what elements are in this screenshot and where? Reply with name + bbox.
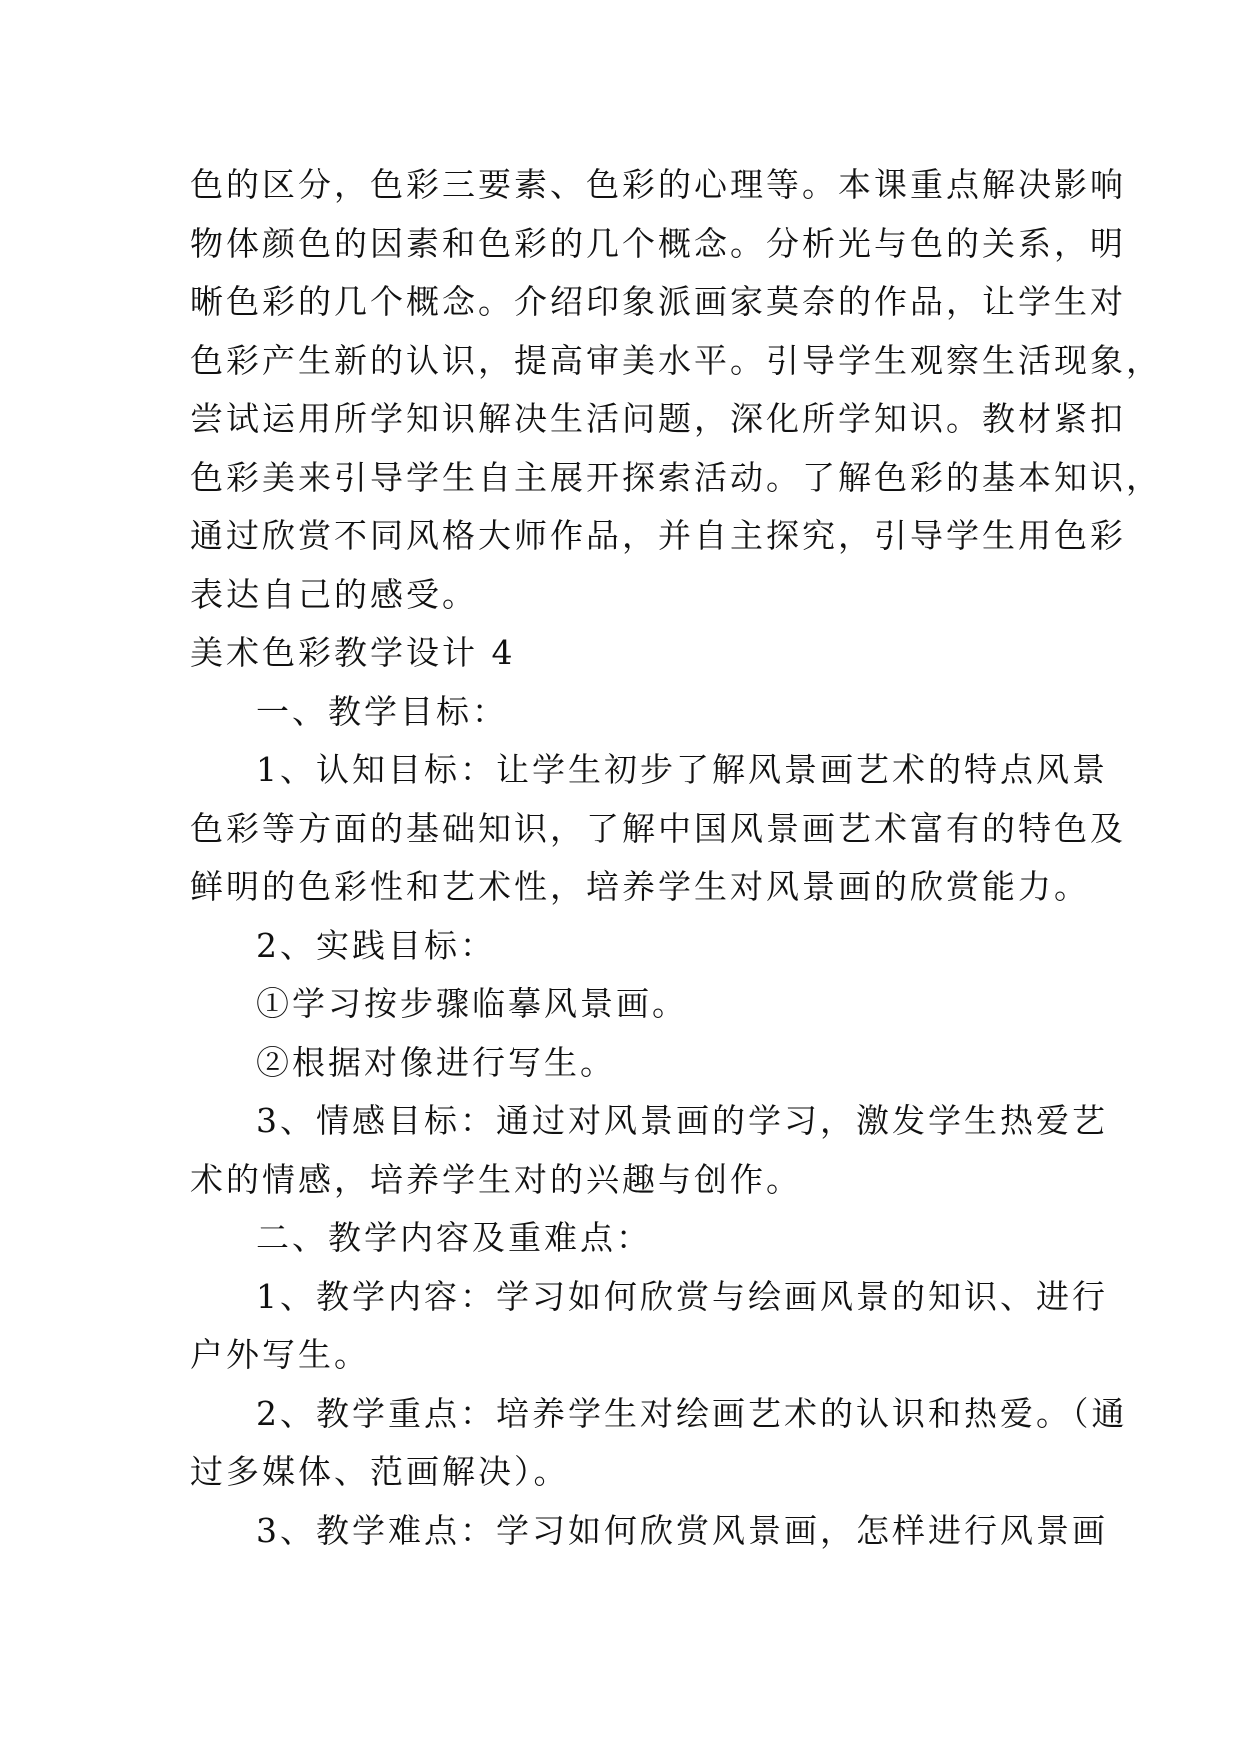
text-line: 晰色彩的几个概念。介绍印象派画家莫奈的作品，让学生对 — [190, 282, 1126, 321]
text-line: 过多媒体、范画解决）。 — [190, 1452, 570, 1491]
text-line: 鲜明的色彩性和艺术性，培养学生对风景画的欣赏能力。 — [190, 867, 1090, 906]
text-line: 户外写生。 — [190, 1335, 370, 1374]
document-body — [190, 156, 1162, 1560]
text-line: 2、教学重点：培养学生对绘画艺术的认识和热爱。（通 — [256, 1393, 1128, 1433]
text-line: 色彩产生新的认识，提高审美水平。引导学生观察生活现象， — [190, 340, 1162, 380]
text-line: 色彩美来引导学生自主展开探索活动。了解色彩的基本知识， — [190, 457, 1162, 497]
text-line: 物体颜色的因素和色彩的几个概念。分析光与色的关系，明 — [190, 223, 1126, 263]
text-line: 一、教学目标： — [256, 691, 508, 731]
text-line: 1、教学内容：学习如何欣赏与绘画风景的知识、进行 — [256, 1276, 1108, 1316]
text-line: 1、认知目标：让学生初步了解风景画艺术的特点风景 — [256, 750, 1108, 789]
text-line: 3、教学难点：学习如何欣赏风景画，怎样进行风景画 — [256, 1510, 1108, 1550]
text-line: 2、实践目标： — [256, 925, 496, 965]
text-line: 3、情感目标：通过对风景画的学习，激发学生热爱艺 — [256, 1101, 1108, 1140]
text-line: 色的区分，色彩三要素、色彩的心理等。本课重点解决影响 — [190, 165, 1126, 204]
text-line: 二、教学内容及重难点： — [256, 1218, 652, 1257]
text-line: 色彩等方面的基础知识，了解中国风景画艺术富有的特色及 — [190, 808, 1126, 848]
text-line: 尝试运用所学知识解决生活问题，深化所学知识。教材紧扣 — [190, 399, 1126, 438]
text-line: ②根据对像进行写生。 — [256, 1042, 616, 1082]
text-line: 表达自己的感受。 — [190, 574, 478, 614]
text-line: 通过欣赏不同风格大师作品，并自主探究，引导学生用色彩 — [190, 516, 1126, 555]
text-line: ①学习按步骤临摹风景画。 — [256, 984, 688, 1023]
section-heading: 美术色彩教学设计 4 — [190, 633, 516, 672]
text-line: 术的情感，培养学生对的兴趣与创作。 — [190, 1159, 802, 1199]
